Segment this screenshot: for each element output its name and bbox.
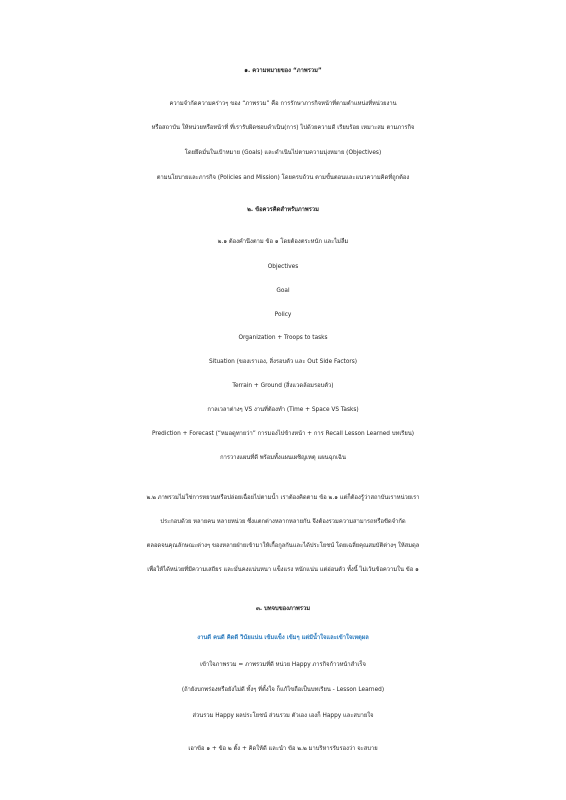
section2-heading: ๒. ข้อควรคิดสำหรับภาพรวม	[247, 207, 319, 213]
section1-line-4: ตามนโยบายและภารกิจ (Policies and Mission) โดยครบถ้วน ตามขั้นตอนและแนวความคิดที่ถูกต้อง	[156, 175, 410, 181]
section3-closing: เอาข้อ ๑ + ข้อ ๒ ตั้ง + คิดให้ดี และนำ ข้อ ๒.๒ มาบริหารรับรองว่า จะสบาย	[188, 746, 378, 752]
section3-heading: ๓. บทจบของภาพรวม	[255, 606, 311, 612]
section2-item-organization: Organization + Troops to tasks	[238, 335, 328, 341]
section2-item-time: กาลเวลาต่างๆ VS งานที่ต้องทำ (Time + Space VS Tasks)	[207, 407, 359, 413]
section2-sub21: ๒.๑ ต้องคำนึงตาม ข้อ ๑ โดยต้องตระหนัก และไม่ลืม	[217, 239, 349, 245]
section1-line-2: หรือสถาบัน ให้หน่วยหรือหน้าที่ ที่เรารับผิดชอบดำเนิน(การ) ไปด้วยความดี เรียบร้อย เหมาะสม ตามภารกิจ	[151, 125, 415, 131]
section2-sub22-line-1: ๒.๒ ภาพรวมไม่ใช่การหยวนหรือปล่อยเฉื่อยไปตามน้ำ เราต้องคิดตาม ข้อ ๒.๑ แต่ก็ต้องรู้ว่าสถาบันเราหน่วยเรา	[146, 495, 420, 501]
section2-item-policy: Policy	[274, 312, 292, 318]
section2-sub22-line-3: ตลอดจนคุณลักษณะต่างๆ ของหลายฝ่ายเข้ามาให้เกื้อกูลกันและได้ประโยชน์ โดยเฉลี่ยคุณสมบัติต่างๆ ให้สมดุล	[146, 543, 420, 549]
section1-line-3: โดยยึดมั่นในเป้าหมาย (Goals) และดำเนินไปตามความมุ่งหมาย (Objectives)	[184, 150, 382, 156]
section3-line-2: (ถ้ายังบกพร่องหรือยังไม่ดี ทั้งๆ ที่ตั้งใจ ก็แก้ไขถือเป็นบทเรียน - Lesson Learned)	[181, 687, 385, 693]
section2-item-goal: Goal	[276, 288, 290, 294]
section1-line-1: ความจำกัดความคร่าวๆ ของ “ภาพรวม” คือ การรักษาภารกิจหน้าที่ตามตำแหน่งที่หน่วยงาน	[169, 101, 397, 107]
section3-slogan: งานดี คนดี คิดดี วินัยแน่น เข้มแข็ง เข้มๆ แต่มีน้ำใจและเข้าใจเหตุผล	[197, 635, 369, 641]
section3-line-3: ส่วนรวม Happy ผลประโยชน์ ส่วนรวม ตัวเอง เองก็ Happy และสบายใจ	[192, 713, 374, 719]
section2-item-situation: Situation (ของเราเอง, สิ่งรอบตัว และ Out Side Factors)	[208, 359, 358, 365]
section2-sub22-line-4: เพื่อให้ได้หน่วยที่มีความเสถียร และมั่นคงแน่นหนา แข็งแรง หนักแน่น แต่อ่อนตัว ทั้งนี้ ไม่เว้นข้อความใน ข้อ ๑	[147, 567, 419, 573]
section2-item-objectives: Objectives	[267, 264, 299, 270]
section2-sub22-line-2: ประกอบด้วย หลายคน หลายหน่วย ซึ่งแตกต่างหลากหลายกัน จึงต้องรวมความสามารถหรือขีดจำกัด	[160, 519, 406, 525]
section2-item-prediction: Prediction + Forecast (“หมอดูทายว่า” การมองไปข้างหน้า + การ Recall Lesson Learned บทเรียน)	[151, 431, 415, 437]
section2-item-planning: การวางแผนที่ดี พร้อมทั้งแผนเผชิญเหตุ แผนฉุกเฉิน	[220, 455, 346, 461]
section3-line-1: เข้าใจภาพรวม = ภาพรวมที่ดี หน่วย Happy ภารกิจก้าวหน้าสำเร็จ	[200, 662, 366, 668]
section2-item-terrain: Terrain + Ground (สิ่งแวดล้อมรอบตัว)	[232, 383, 334, 389]
section1-heading: ๑. ความหมายของ “ภาพรวม”	[244, 68, 322, 74]
